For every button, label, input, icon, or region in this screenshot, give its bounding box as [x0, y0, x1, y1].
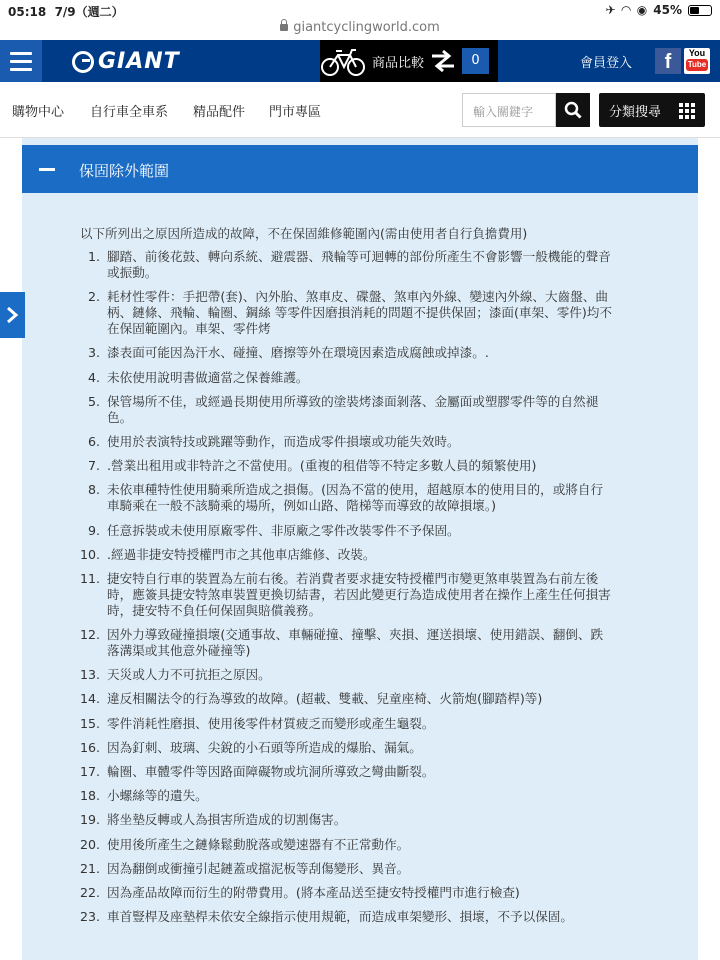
list-item-text: 耗材性零件：手把帶(套)、內外胎、煞車皮、碟盤、煞車內外線、變速內外線、大齒盤、曲 [107, 289, 608, 305]
bike-icon [320, 45, 366, 77]
list-item [80, 434, 680, 450]
list-item-text: 未依使用說明書做適當之保養維護。 [107, 369, 309, 385]
list-item [80, 909, 680, 925]
exclusion-list [80, 249, 680, 933]
list-item-text: 色。 [107, 409, 133, 425]
giant-logo-mark [72, 51, 94, 73]
list-item [80, 837, 680, 853]
menu-icon[interactable] [0, 40, 42, 82]
battery-fill [690, 7, 699, 14]
list-item-text: 時，捷安特不負任何保固與賠償義務。 [107, 602, 322, 618]
airplane-icon: ✈ [605, 3, 616, 17]
list-item-text: 保管場所不佳，或經過長期使用所導致的塗裝烤漆面剝落、金屬面或塑膠零件等的自然褪 [107, 393, 599, 409]
youtube-tube: Tube [687, 60, 707, 69]
list-item-number: 10. [80, 546, 101, 562]
compare-button[interactable] [320, 40, 498, 82]
list-item-text: .營業出租用或非特許之不當使用。(重複的租借等不特定多數人員的頻繁使用) [107, 458, 537, 474]
list-item-number: 12. [80, 627, 101, 643]
compare-count: 0 [462, 48, 489, 74]
list-item-number: 6. [87, 433, 100, 449]
list-item-text: 車首豎桿及座墊桿未依安全線指示使用規範，而造成車架變形、損壞，不予以保固。 [107, 909, 573, 925]
list-item-text: 輪圈、車體零件等因路面障礙物或坑洞所導致之彎曲斷裂。 [107, 764, 435, 779]
list-item-text: 腳踏、前後花鼓、轉向系統、避震器、飛輪等可迴轉的部份所產生不會影響一般機能的聲音 [107, 249, 611, 264]
list-item-text: 因為翻倒或衝撞引起鏈蓋或擋泥板等刮傷變形、異音。 [107, 860, 410, 876]
list-item-number: 15. [80, 715, 101, 731]
list-item-text: 任意拆裝或未使用原廠零件、非原廠之零件改裝零件不予保固。 [107, 522, 460, 538]
swap-icon [430, 49, 456, 73]
warranty-panel-header[interactable] [22, 145, 698, 193]
url-text: giantcyclingworld.com [293, 20, 440, 35]
list-item-number: 16. [80, 739, 101, 755]
list-item-number: 11. [80, 570, 101, 586]
side-expand-tab[interactable] [0, 292, 25, 338]
list-item [80, 482, 680, 514]
list-item-number: 21. [80, 860, 101, 876]
list-item-text: 使用後所產生之鏈條鬆動脫落或變速器有不正常動作。 [107, 836, 410, 852]
list-item [80, 861, 680, 877]
list-item [80, 345, 680, 361]
list-item-number: 9. [87, 522, 100, 538]
list-item-text: 使用於表演特技或跳躍等動作，而造成零件損壞或功能失效時。 [107, 433, 460, 449]
list-item-number: 18. [80, 788, 101, 804]
list-item [80, 885, 680, 901]
list-item [80, 764, 680, 780]
list-item-number: 19. [80, 812, 101, 828]
minus-icon [39, 168, 55, 171]
list-item-text: 將坐墊反轉或人為損害所造成的切割傷害。 [107, 812, 347, 828]
search-button[interactable] [556, 93, 590, 127]
list-item-text: 未依車種特性使用騎乘所造成之損傷。(因為不當的使用，超越原本的使用目的，或將自行 [107, 482, 604, 498]
list-item [80, 394, 680, 426]
list-item [80, 627, 680, 659]
list-item [80, 547, 680, 563]
category-search-button[interactable] [599, 93, 705, 127]
list-item-text: 零件消耗性磨損、使用後零件材質疲乏而變形或產生龜裂。 [107, 715, 435, 731]
list-item-text: 捷安特自行車的裝置為左前右後。若消費者要求捷安特授權門市變更煞車裝置為右前左後 [107, 570, 599, 586]
status-time: 05:18 [8, 5, 47, 19]
battery-percent: 45% [653, 3, 682, 17]
list-item-text: 時，應簽具捷安特煞車裝置更換切結書，若因此變更行為造成使用者在操作上產生任何損害 [107, 586, 611, 602]
list-item-number: 7. [87, 458, 100, 474]
category-search-label: 分類搜尋 [609, 105, 662, 120]
list-item [80, 458, 680, 474]
list-item [80, 571, 680, 619]
list-item-number: 17. [80, 764, 101, 779]
list-item-text: 或振動。 [107, 265, 158, 280]
list-item [80, 667, 680, 683]
list-item [80, 289, 680, 337]
list-item [80, 249, 680, 281]
grid-icon [679, 103, 695, 119]
youtube-you: You [688, 48, 706, 58]
intro-text: 以下所列出之原因所造成的故障，不在保固維修範圍內(需由使用者自行負擔費用) [80, 226, 528, 241]
giant-logo[interactable] [72, 49, 180, 74]
nav-item-bikes[interactable]: 自行車全車系 [90, 105, 169, 120]
list-item-text: 因為釘刺、玻璃、尖銳的小石頭等所造成的爆胎、漏氣。 [107, 739, 422, 755]
battery-icon [688, 5, 712, 16]
facebook-icon[interactable] [655, 48, 681, 74]
url-bar[interactable] [0, 20, 720, 40]
list-item-number: 14. [80, 691, 101, 707]
compare-label: 商品比較 [372, 56, 425, 71]
list-item-text: 漆表面可能因為汗水、碰撞、磨擦等外在環境因素造成腐蝕或掉漆。. [107, 345, 489, 361]
list-item-number: 22. [80, 884, 101, 900]
list-item [80, 370, 680, 386]
list-item-text: 違反相關法令的行為導致的故障。(超載、雙載、兒童座椅、火箭炮(腳踏桿)等) [107, 691, 543, 707]
list-item-number: 8. [87, 482, 100, 498]
lock-icon [280, 24, 288, 31]
list-item [80, 523, 680, 539]
list-item-number: 23. [80, 909, 101, 925]
list-item-number: 2. [87, 289, 100, 305]
site-header [0, 40, 720, 82]
status-bar [0, 0, 720, 20]
search-icon [564, 101, 582, 119]
list-item-text: 落溝渠或其他意外碰撞等) [107, 643, 251, 659]
list-item-number: 4. [87, 369, 100, 385]
youtube-icon[interactable] [684, 48, 710, 74]
list-item-text: 因為產品故障而衍生的附帶費用。(將本產品送至捷安特授權門市進行檢查) [107, 884, 520, 900]
chevron-right-icon [5, 306, 19, 324]
rotation-lock-icon: ◉ [636, 3, 648, 17]
list-item-number: 20. [80, 836, 101, 852]
list-item [80, 716, 680, 732]
list-item-text: 在保固範圍內。車架、零件烤 [107, 321, 271, 337]
status-date: 7/9（週二） [54, 5, 124, 19]
list-item [80, 788, 680, 804]
list-item-text: 小螺絲等的遺失。 [107, 788, 208, 804]
nav-item-stores[interactable]: 門市專區 [269, 105, 322, 120]
list-item-text: 天災或人力不可抗拒之原因。 [107, 667, 271, 683]
list-item-text: .經過非捷安特授權門市之其他車店維修、改裝。 [107, 546, 376, 562]
list-item-number: 5. [87, 393, 100, 409]
panel-title: 保固除外範圍 [79, 162, 170, 180]
list-item [80, 691, 680, 707]
wifi-icon: ◠ [621, 3, 631, 17]
list-item-number: 1. [87, 249, 100, 264]
facebook-glyph: f [664, 51, 672, 73]
list-item-text: 柄、鏈條、飛輪、輪圈、鋼絲 等零件因磨損消耗的問題不提供保固；漆面(車架、零件)均不 [107, 305, 612, 321]
list-item [80, 812, 680, 828]
list-item-number: 3. [87, 345, 100, 361]
login-link[interactable]: 會員登入 [580, 56, 633, 71]
list-item-number: 13. [80, 667, 101, 683]
nav-item-accessories[interactable]: 精品配件 [193, 105, 246, 120]
list-item-text: 車騎乘在一般不該騎乘的場所，例如山路、階梯等而導致的故障損壞。) [107, 498, 497, 514]
giant-logo-text: GIANT [98, 49, 180, 74]
list-item [80, 740, 680, 756]
nav-item-shopping[interactable]: 購物中心 [12, 105, 65, 120]
list-item-text: 因外力導致碰撞損壞(交通事故、車輛碰撞、撞擊、夾損、運送損壞、使用錯誤、翻倒、跌 [107, 627, 604, 643]
search-input[interactable]: 輸入關鍵字 [462, 93, 556, 127]
